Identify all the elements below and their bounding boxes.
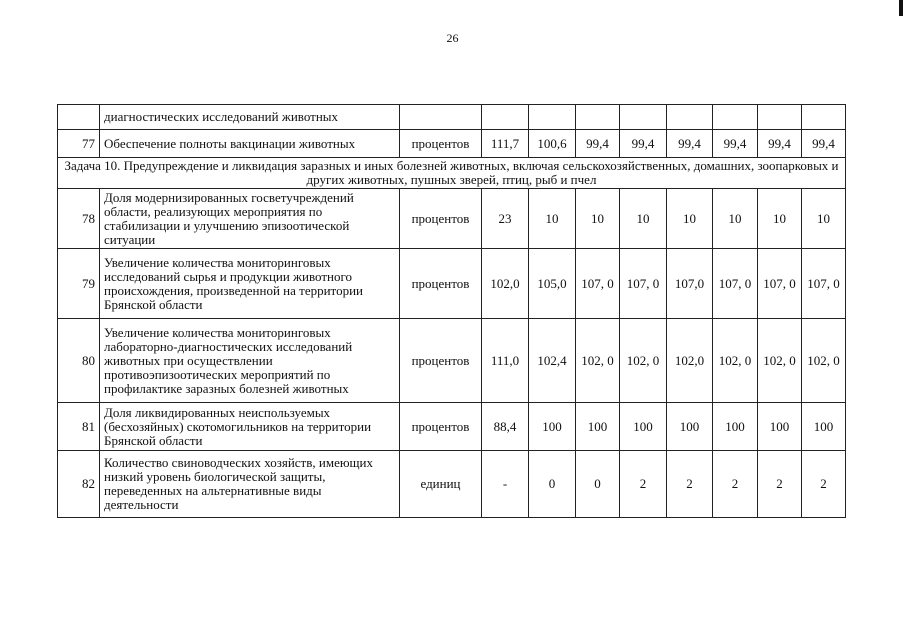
value-cell: 102,0 [482, 249, 529, 319]
value-cell: 10 [802, 189, 846, 249]
value-cell: 107, 0 [758, 249, 802, 319]
value-cell [667, 105, 713, 130]
value-cell [576, 105, 620, 130]
value-cell: 100 [667, 403, 713, 451]
value-cell: 105,0 [529, 249, 576, 319]
value-cell: 10 [713, 189, 758, 249]
value-cell: 100 [576, 403, 620, 451]
value-cell: 102, 0 [713, 319, 758, 403]
table-row [58, 403, 846, 451]
value-cell: 111,0 [482, 319, 529, 403]
page-edge-mark [899, 0, 903, 16]
value-cell: 99,4 [620, 130, 667, 158]
indicator-name-cell: Доля модернизированных госветучреждений области, реализующих мероприятия по стабилизации и улучшению эпизоотической ситуации [100, 189, 400, 249]
unit-cell [400, 105, 482, 130]
indicators-table [57, 104, 846, 518]
value-cell: 2 [758, 451, 802, 518]
unit-cell: процентов [400, 319, 482, 403]
value-cell [620, 105, 667, 130]
value-cell: 107,0 [667, 249, 713, 319]
indicator-name-cell: Увеличение количества мониторинговых исследований сырья и продукции животного происхождения, произведенной на территории Брянской области [100, 249, 400, 319]
value-cell: 102, 0 [576, 319, 620, 403]
value-cell [713, 105, 758, 130]
table-row [58, 451, 846, 518]
value-cell: 10 [529, 189, 576, 249]
value-cell: 100 [620, 403, 667, 451]
value-cell: 99,4 [667, 130, 713, 158]
value-cell: 0 [529, 451, 576, 518]
unit-cell: процентов [400, 249, 482, 319]
value-cell: 102,4 [529, 319, 576, 403]
value-cell: 100 [713, 403, 758, 451]
value-cell: 111,7 [482, 130, 529, 158]
value-cell [482, 105, 529, 130]
page-number: 26 [446, 31, 459, 45]
row-number-cell: 77 [58, 130, 100, 158]
unit-cell: процентов [400, 403, 482, 451]
value-cell: 23 [482, 189, 529, 249]
indicator-name-cell: Доля ликвидированных неиспользуемых (бесхозяйных) скотомогильников на территории Брянской области [100, 403, 400, 451]
unit-cell: единиц [400, 451, 482, 518]
row-number-cell: 82 [58, 451, 100, 518]
row-number-cell: 80 [58, 319, 100, 403]
table-row [58, 130, 846, 158]
value-cell: 102, 0 [620, 319, 667, 403]
value-cell: 107, 0 [802, 249, 846, 319]
value-cell: 102, 0 [758, 319, 802, 403]
value-cell: 2 [713, 451, 758, 518]
value-cell: 99,4 [758, 130, 802, 158]
value-cell: 102,0 [667, 319, 713, 403]
value-cell: 100 [758, 403, 802, 451]
table-row [58, 249, 846, 319]
value-cell: 10 [667, 189, 713, 249]
task-heading: Задача 10. Предупреждение и ликвидация заразных и иных болезней животных, включая сельскохозяйственных, домашних, зоопарковых и других животных, пушных зверей, птиц, рыб и пчел [58, 158, 846, 189]
value-cell: 100 [802, 403, 846, 451]
indicator-name-cell: Обеспечение полноты вакцинации животных [100, 130, 400, 158]
value-cell: 2 [620, 451, 667, 518]
value-cell: 99,4 [802, 130, 846, 158]
row-number-cell: 78 [58, 189, 100, 249]
value-cell: 99,4 [713, 130, 758, 158]
value-cell: 88,4 [482, 403, 529, 451]
value-cell: 107, 0 [620, 249, 667, 319]
value-cell: 107, 0 [713, 249, 758, 319]
row-number-cell: 81 [58, 403, 100, 451]
indicator-name-cell: Количество свиноводческих хозяйств, имеющих низкий уровень биологической защиты, переведенных на альтернативные виды деятельности [100, 451, 400, 518]
value-cell [758, 105, 802, 130]
value-cell: 100,6 [529, 130, 576, 158]
value-cell: 107, 0 [576, 249, 620, 319]
indicator-name-cell: диагностических исследований животных [100, 105, 400, 130]
row-number-cell: 79 [58, 249, 100, 319]
table-row [58, 189, 846, 249]
value-cell [802, 105, 846, 130]
table-row [58, 319, 846, 403]
task-heading-row [58, 158, 846, 189]
row-number-cell [58, 105, 100, 130]
value-cell: 99,4 [576, 130, 620, 158]
value-cell: 10 [758, 189, 802, 249]
continuation-row [58, 105, 846, 130]
value-cell: 100 [529, 403, 576, 451]
value-cell: 102, 0 [802, 319, 846, 403]
value-cell: 0 [576, 451, 620, 518]
value-cell [529, 105, 576, 130]
unit-cell: процентов [400, 130, 482, 158]
value-cell: 2 [667, 451, 713, 518]
value-cell: - [482, 451, 529, 518]
unit-cell: процентов [400, 189, 482, 249]
indicator-name-cell: Увеличение количества мониторинговых лабораторно-диагностических исследований животных при осуществлении противоэпизоотических мероприятий по профилактике заразных болезней животных [100, 319, 400, 403]
value-cell: 10 [620, 189, 667, 249]
value-cell: 10 [576, 189, 620, 249]
value-cell: 2 [802, 451, 846, 518]
